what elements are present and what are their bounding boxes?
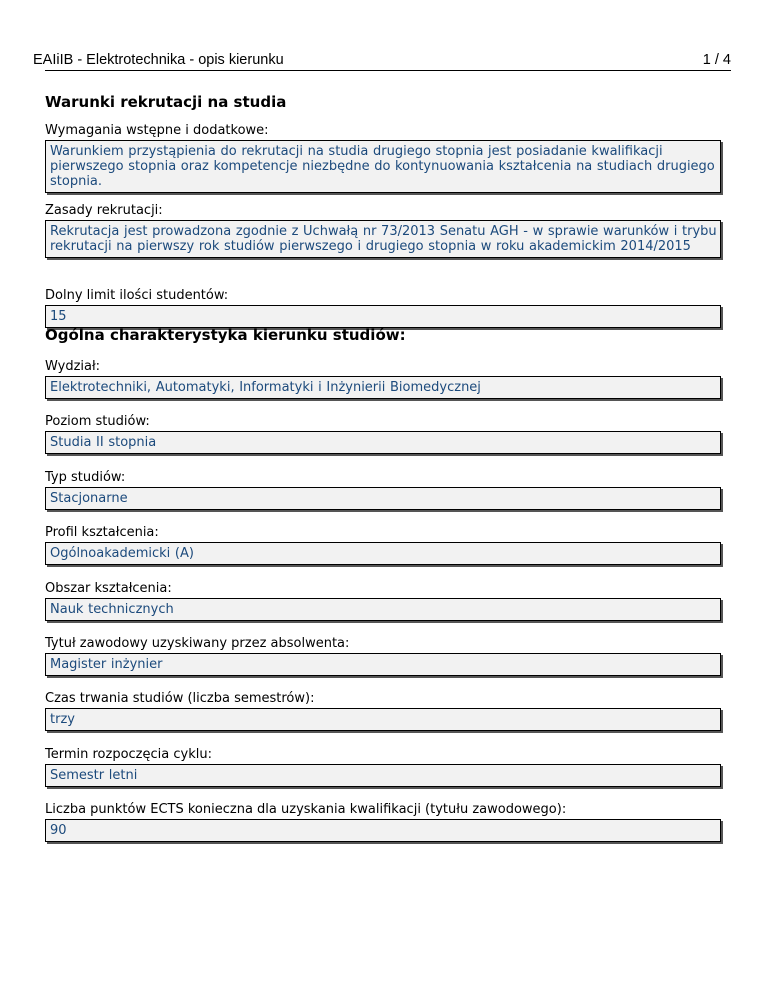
section-heading-characteristics: Ogólna charakterystyka kierunku studiów: <box>45 326 406 344</box>
field-value: 15 <box>45 305 721 328</box>
field-value: trzy <box>45 708 721 731</box>
document-title: EAIiIB - Elektrotechnika - opis kierunku <box>33 52 284 68</box>
page-header <box>33 0 731 71</box>
field-label: Tytuł zawodowy uzyskiwany przez absolwenta: <box>45 636 350 651</box>
field-value: Studia II stopnia <box>45 431 721 454</box>
field-label: Wydział: <box>45 359 101 374</box>
field-value: Elektrotechniki, Automatyki, Informatyki i Inżynierii Biomedycznej <box>45 376 721 399</box>
field-value: 90 <box>45 819 721 842</box>
section-heading-recruitment: Warunki rekrutacji na studia <box>45 93 287 111</box>
field-study-type <box>45 470 721 510</box>
field-label: Profil kształcenia: <box>45 525 159 540</box>
field-recruitment-rules <box>45 203 721 258</box>
field-ects-points <box>45 802 721 842</box>
field-label: Wymagania wstępne i dodatkowe: <box>45 123 269 138</box>
field-value: Rekrutacja jest prowadzona zgodnie z Uchwałą nr 73/2013 Senatu AGH - w sprawie warunków i trybu rekrutacji na pierwszy rok studiów pierwszego i drugiego stopnia w roku akademickim 2014/2015 <box>45 220 721 258</box>
field-label: Dolny limit ilości studentów: <box>45 288 229 303</box>
field-label: Typ studiów: <box>45 470 126 485</box>
field-label: Zasady rekrutacji: <box>45 203 163 218</box>
field-label: Czas trwania studiów (liczba semestrów): <box>45 691 315 706</box>
field-label: Obszar kształcenia: <box>45 581 172 596</box>
field-faculty <box>45 359 721 399</box>
field-education-area <box>45 581 721 621</box>
field-study-duration <box>45 691 721 731</box>
field-label: Liczba punktów ECTS konieczna dla uzyskania kwalifikacji (tytułu zawodowego): <box>45 802 567 817</box>
field-study-level <box>45 414 721 454</box>
field-value: Warunkiem przystąpienia do rekrutacji na studia drugiego stopnia jest posiadanie kwalifikacji pierwszego stopnia oraz kompetencje niezbędne do kontynuowania kształcenia na studiach drugiego stopnia. <box>45 140 721 193</box>
field-cycle-start <box>45 747 721 787</box>
field-requirements <box>45 123 721 193</box>
page-number: 1 / 4 <box>702 52 731 68</box>
field-student-limit <box>45 288 721 328</box>
field-label: Termin rozpoczęcia cyklu: <box>45 747 212 762</box>
field-education-profile <box>45 525 721 565</box>
field-value: Nauk technicznych <box>45 598 721 621</box>
document-page <box>33 0 731 838</box>
field-value: Ogólnoakademicki (A) <box>45 542 721 565</box>
field-value: Magister inżynier <box>45 653 721 676</box>
field-value: Stacjonarne <box>45 487 721 510</box>
field-label: Poziom studiów: <box>45 414 150 429</box>
field-value: Semestr letni <box>45 764 721 787</box>
field-professional-title <box>45 636 721 676</box>
